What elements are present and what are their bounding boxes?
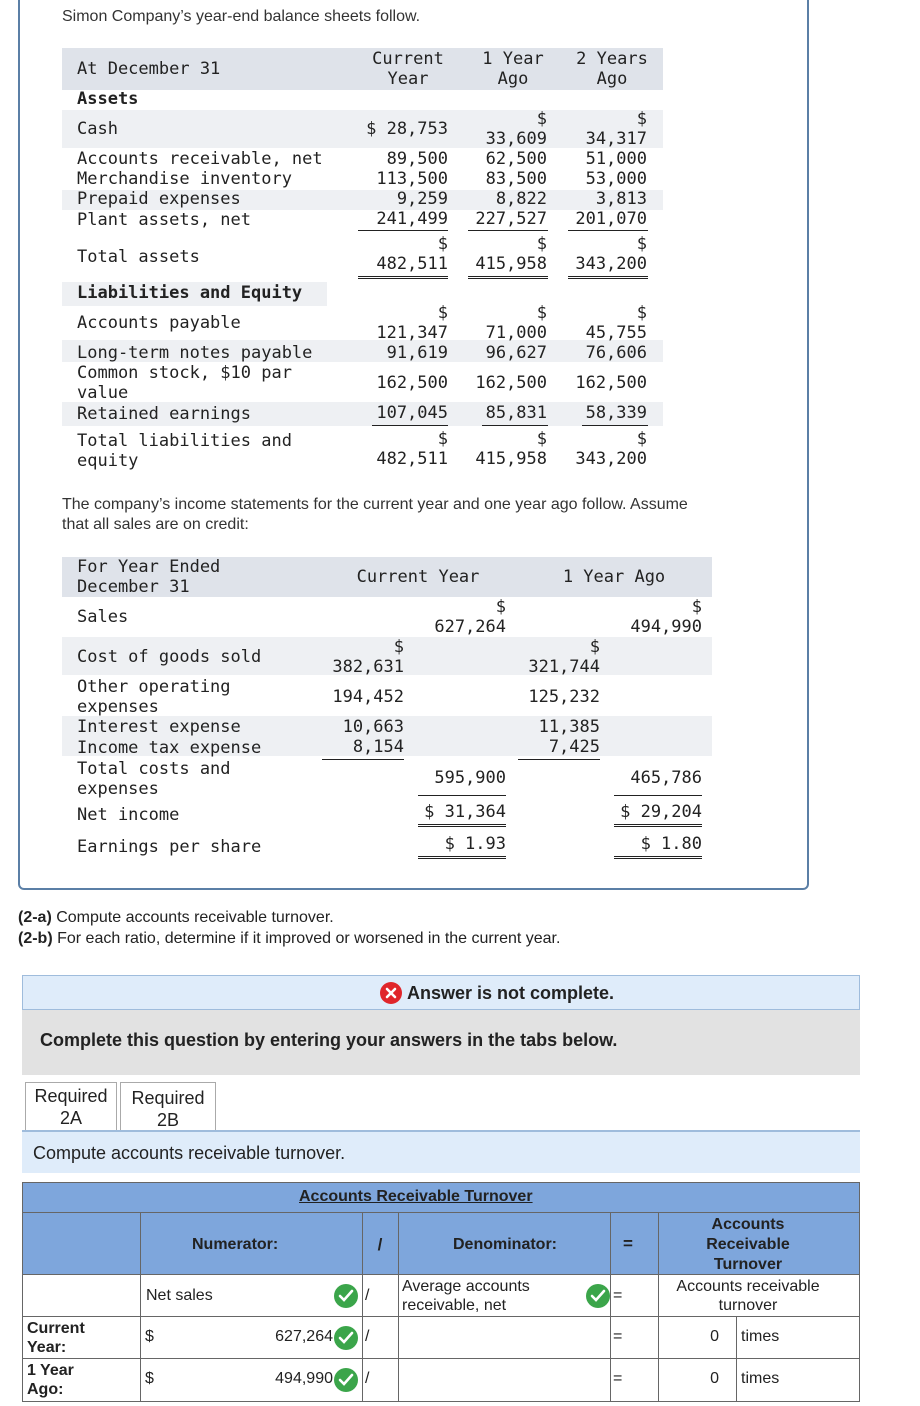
question-2b [18, 930, 560, 948]
inv-1yr: 83,500 [485, 169, 547, 189]
result-label-1: Accounts receivable [676, 1278, 820, 1295]
opex-cy: 194,452 [332, 687, 404, 707]
eps-py: $ 1.80 [640, 834, 702, 854]
denominator-header: Denominator: [453, 1236, 557, 1253]
double-underline [614, 824, 702, 827]
is-col-prior: 1 Year Ago [562, 567, 666, 587]
total-costs-cy: 595,900 [434, 768, 506, 788]
inv-2yr: 53,000 [585, 169, 647, 189]
opex-label-1: Other operating [77, 677, 231, 697]
is-header-1: For Year Ended [77, 557, 221, 577]
cogs-cy-dollar: $ [393, 637, 404, 657]
check-icon [334, 1326, 358, 1350]
ni-py: $ 29,204 [620, 802, 702, 822]
prepaid-label: Prepaid expenses [77, 189, 241, 209]
tax-label: Income tax expense [77, 738, 262, 758]
tle-current-dollar: $ [437, 429, 448, 449]
interest-label: Interest expense [77, 717, 241, 737]
result-label-2: turnover [718, 1297, 778, 1314]
current-year-label-2: Year: [27, 1339, 67, 1356]
cs-1yr: 162,500 [475, 373, 547, 393]
tab-2a-line2: 2A [59, 1108, 83, 1128]
cash-label: Cash [77, 119, 118, 139]
double-underline [358, 276, 448, 279]
prepaid-1yr: 8,822 [495, 189, 547, 209]
check-icon [586, 1284, 610, 1308]
sales-label: Sales [77, 607, 129, 627]
cs-current: 162,500 [376, 373, 448, 393]
ap-current: 121,347 [376, 323, 448, 343]
ta-2yr-dollar: $ [636, 234, 647, 254]
ltnp-2yr: 76,606 [585, 343, 647, 363]
cash-2yr: 34,317 [585, 129, 647, 149]
prepaid-current: 9,259 [396, 189, 448, 209]
ta-1yr: 415,958 [475, 254, 547, 274]
underline [372, 425, 448, 426]
plant-1yr: 227,527 [475, 209, 547, 229]
sales-cy: 627,264 [434, 617, 506, 637]
ap-label: Accounts payable [77, 313, 241, 333]
cogs-py-dollar: $ [589, 637, 600, 657]
opex-py: 125,232 [528, 687, 600, 707]
prior-dollar-sign: $ [145, 1370, 154, 1387]
error-x-icon [380, 982, 402, 1004]
current-year-label [27, 1319, 85, 1357]
formula-blank [23, 1275, 141, 1317]
ni-cy: $ 31,364 [424, 802, 506, 822]
ap-current-dollar: $ [437, 303, 448, 323]
ta-1yr-dollar: $ [536, 234, 547, 254]
result-header-3: Turnover [713, 1256, 783, 1273]
ltnp-1yr: 96,627 [485, 343, 547, 363]
prior-slash: / [365, 1370, 370, 1387]
inv-current: 113,500 [376, 169, 448, 189]
double-underline [418, 856, 506, 859]
bs-col-1yr-2: Ago [497, 69, 529, 89]
result-header-1: Accounts [711, 1216, 785, 1233]
current-year-label-1: Current [27, 1320, 85, 1337]
ap-1yr: 71,000 [485, 323, 547, 343]
plant-2yr: 201,070 [575, 209, 647, 229]
eps-label: Earnings per share [77, 837, 262, 857]
underline [518, 759, 600, 760]
bs-col-2yr-1: 2 Years [576, 49, 648, 69]
underline [582, 425, 648, 426]
re-1yr: 85,831 [485, 403, 547, 423]
question-2a-text: Compute accounts receivable turnover. [51, 909, 334, 926]
question-2b-tag: (2-b) [18, 930, 53, 947]
plant-label: Plant assets, net [77, 210, 251, 230]
denominator-label-2: receivable, net [402, 1297, 507, 1314]
ta-current-dollar: $ [437, 234, 448, 254]
ta-2yr: 343,200 [575, 254, 647, 274]
ar-1yr: 62,500 [485, 149, 547, 169]
tab-2b-line1: Required [131, 1088, 205, 1108]
ap-2yr: 45,755 [585, 323, 647, 343]
bs-col-current-1: Current [372, 49, 444, 69]
instruction-text: Complete this question by entering your answers in the tabs below. [40, 1030, 618, 1050]
tle-current: 482,511 [376, 449, 448, 469]
question-2a-tag: (2-a) [18, 909, 52, 926]
re-label: Retained earnings [77, 404, 251, 424]
cash-1yr-dollar: $ [536, 109, 547, 129]
ta-current: 482,511 [376, 254, 448, 274]
current-equals: = [613, 1328, 623, 1345]
compute-label: Compute accounts receivable turnover. [33, 1143, 346, 1163]
cs-2yr: 162,500 [575, 373, 647, 393]
tle-2yr-dollar: $ [636, 429, 647, 449]
prepaid-2yr: 3,813 [595, 189, 647, 209]
ltnp-current: 91,619 [386, 343, 448, 363]
income-intro-2: that all sales are on credit: [62, 516, 249, 533]
total-costs-label-2: expenses [77, 779, 159, 799]
result-header [659, 1215, 837, 1275]
table-title: Accounts Receivable Turnover [299, 1188, 533, 1205]
ap-2yr-dollar: $ [636, 303, 647, 323]
underline [614, 795, 702, 796]
prior-year-label-1: 1 Year [27, 1362, 74, 1379]
underline [418, 795, 506, 796]
tle-1yr-dollar: $ [536, 429, 547, 449]
eps-cy: $ 1.93 [444, 834, 506, 854]
bs-col-2yr-2: Ago [596, 69, 628, 89]
current-denominator-input[interactable] [399, 1317, 611, 1359]
bs-header-label: At December 31 [77, 59, 221, 79]
prior-unit: times [741, 1370, 780, 1387]
prior-year-label [27, 1361, 74, 1399]
cogs-label: Cost of goods sold [77, 647, 262, 667]
prior-equals: = [613, 1370, 623, 1387]
numerator-label: Net sales [146, 1287, 213, 1304]
cash-2yr-dollar: $ [636, 109, 647, 129]
current-dollar-sign: $ [145, 1328, 154, 1345]
prior-denominator-input[interactable] [399, 1359, 611, 1401]
re-2yr: 58,339 [585, 403, 647, 423]
header-slash: / [377, 1235, 383, 1254]
double-underline [614, 856, 702, 859]
prior-year-label-2: Ago: [27, 1381, 64, 1398]
opex-label-2: expenses [77, 697, 159, 717]
tle-1yr: 415,958 [475, 449, 547, 469]
interest-cy: 10,663 [342, 717, 404, 737]
balance-sheet-intro: Simon Company’s year-end balance sheets follow. [62, 8, 421, 25]
underline [568, 230, 648, 231]
check-icon [334, 1284, 358, 1308]
plant-current: 241,499 [376, 209, 448, 229]
ar-2yr: 51,000 [585, 149, 647, 169]
current-slash: / [365, 1328, 370, 1345]
cash-1yr: 33,609 [485, 129, 547, 149]
tab-required-2b[interactable] [120, 1082, 216, 1130]
total-costs-label-1: Total costs and [77, 759, 231, 779]
tab-required-2a[interactable] [25, 1082, 117, 1131]
tle-label-1: Total liabilities and [77, 431, 292, 451]
bs-col-current-2: Year [387, 69, 429, 89]
denominator-label-1: Average accounts [402, 1278, 530, 1295]
tax-py: 7,425 [548, 737, 600, 757]
result-label [659, 1277, 837, 1315]
tax-cy: 8,154 [352, 737, 404, 757]
interest-py: 11,385 [538, 717, 600, 737]
formula-equals: = [613, 1287, 623, 1304]
is-header-2: December 31 [77, 577, 190, 597]
sales-py-dollar: $ [691, 597, 702, 617]
formula-slash: / [365, 1287, 370, 1304]
total-assets-label: Total assets [77, 247, 200, 267]
header-equals: = [623, 1234, 633, 1253]
header-blank [23, 1213, 141, 1275]
answer-status-text: Answer is not complete. [407, 982, 615, 1003]
assets-label: Assets [77, 89, 139, 109]
cs-label-2: value [77, 383, 129, 403]
sales-py: 494,990 [630, 617, 702, 637]
question-2b-text: For each ratio, determine if it improved or worsened in the current year. [52, 930, 561, 947]
ar-turnover-table [22, 1182, 860, 1402]
total-costs-py: 465,786 [630, 768, 702, 788]
cash-current: $ 28,753 [366, 119, 448, 139]
numerator-header: Numerator: [192, 1236, 279, 1253]
ni-label: Net income [77, 805, 180, 825]
double-underline [568, 276, 648, 279]
check-icon [334, 1368, 358, 1392]
cogs-cy: 382,631 [332, 657, 404, 677]
ar-current: 89,500 [386, 149, 448, 169]
double-underline [468, 276, 548, 279]
tle-label-2: equity [77, 451, 139, 471]
current-numerator-value: 627,264 [275, 1328, 333, 1345]
sales-cy-dollar: $ [495, 597, 506, 617]
underline [468, 230, 548, 231]
ap-1yr-dollar: $ [536, 303, 547, 323]
is-col-current: Current Year [356, 567, 480, 587]
question-2a [18, 909, 334, 927]
double-underline [418, 824, 506, 827]
underline [322, 759, 404, 760]
ar-label: Accounts receivable, net [77, 149, 323, 169]
underline [358, 230, 448, 231]
income-intro-1: The company’s income statements for the current year and one year ago follow. Assume [62, 496, 688, 513]
tle-2yr: 343,200 [575, 449, 647, 469]
re-current: 107,045 [376, 403, 448, 423]
denominator-label [402, 1277, 530, 1315]
cs-label-1: Common stock, $10 par [77, 363, 292, 383]
underline [482, 425, 548, 426]
le-label: Liabilities and Equity [77, 283, 303, 303]
prior-result-value: 0 [710, 1370, 719, 1387]
tab-2a-line1: Required [34, 1086, 108, 1106]
result-header-2: Receivable [706, 1236, 790, 1253]
bs-col-1yr-1: 1 Year [482, 49, 544, 69]
current-result-value: 0 [710, 1328, 719, 1345]
cogs-py: 321,744 [528, 657, 600, 677]
prior-numerator-value: 494,990 [275, 1370, 333, 1387]
inv-label: Merchandise inventory [77, 169, 292, 189]
ltnp-label: Long-term notes payable [77, 343, 313, 363]
tab-2b-line2: 2B [156, 1110, 180, 1130]
current-unit: times [741, 1328, 780, 1345]
answer-status [380, 982, 614, 1004]
